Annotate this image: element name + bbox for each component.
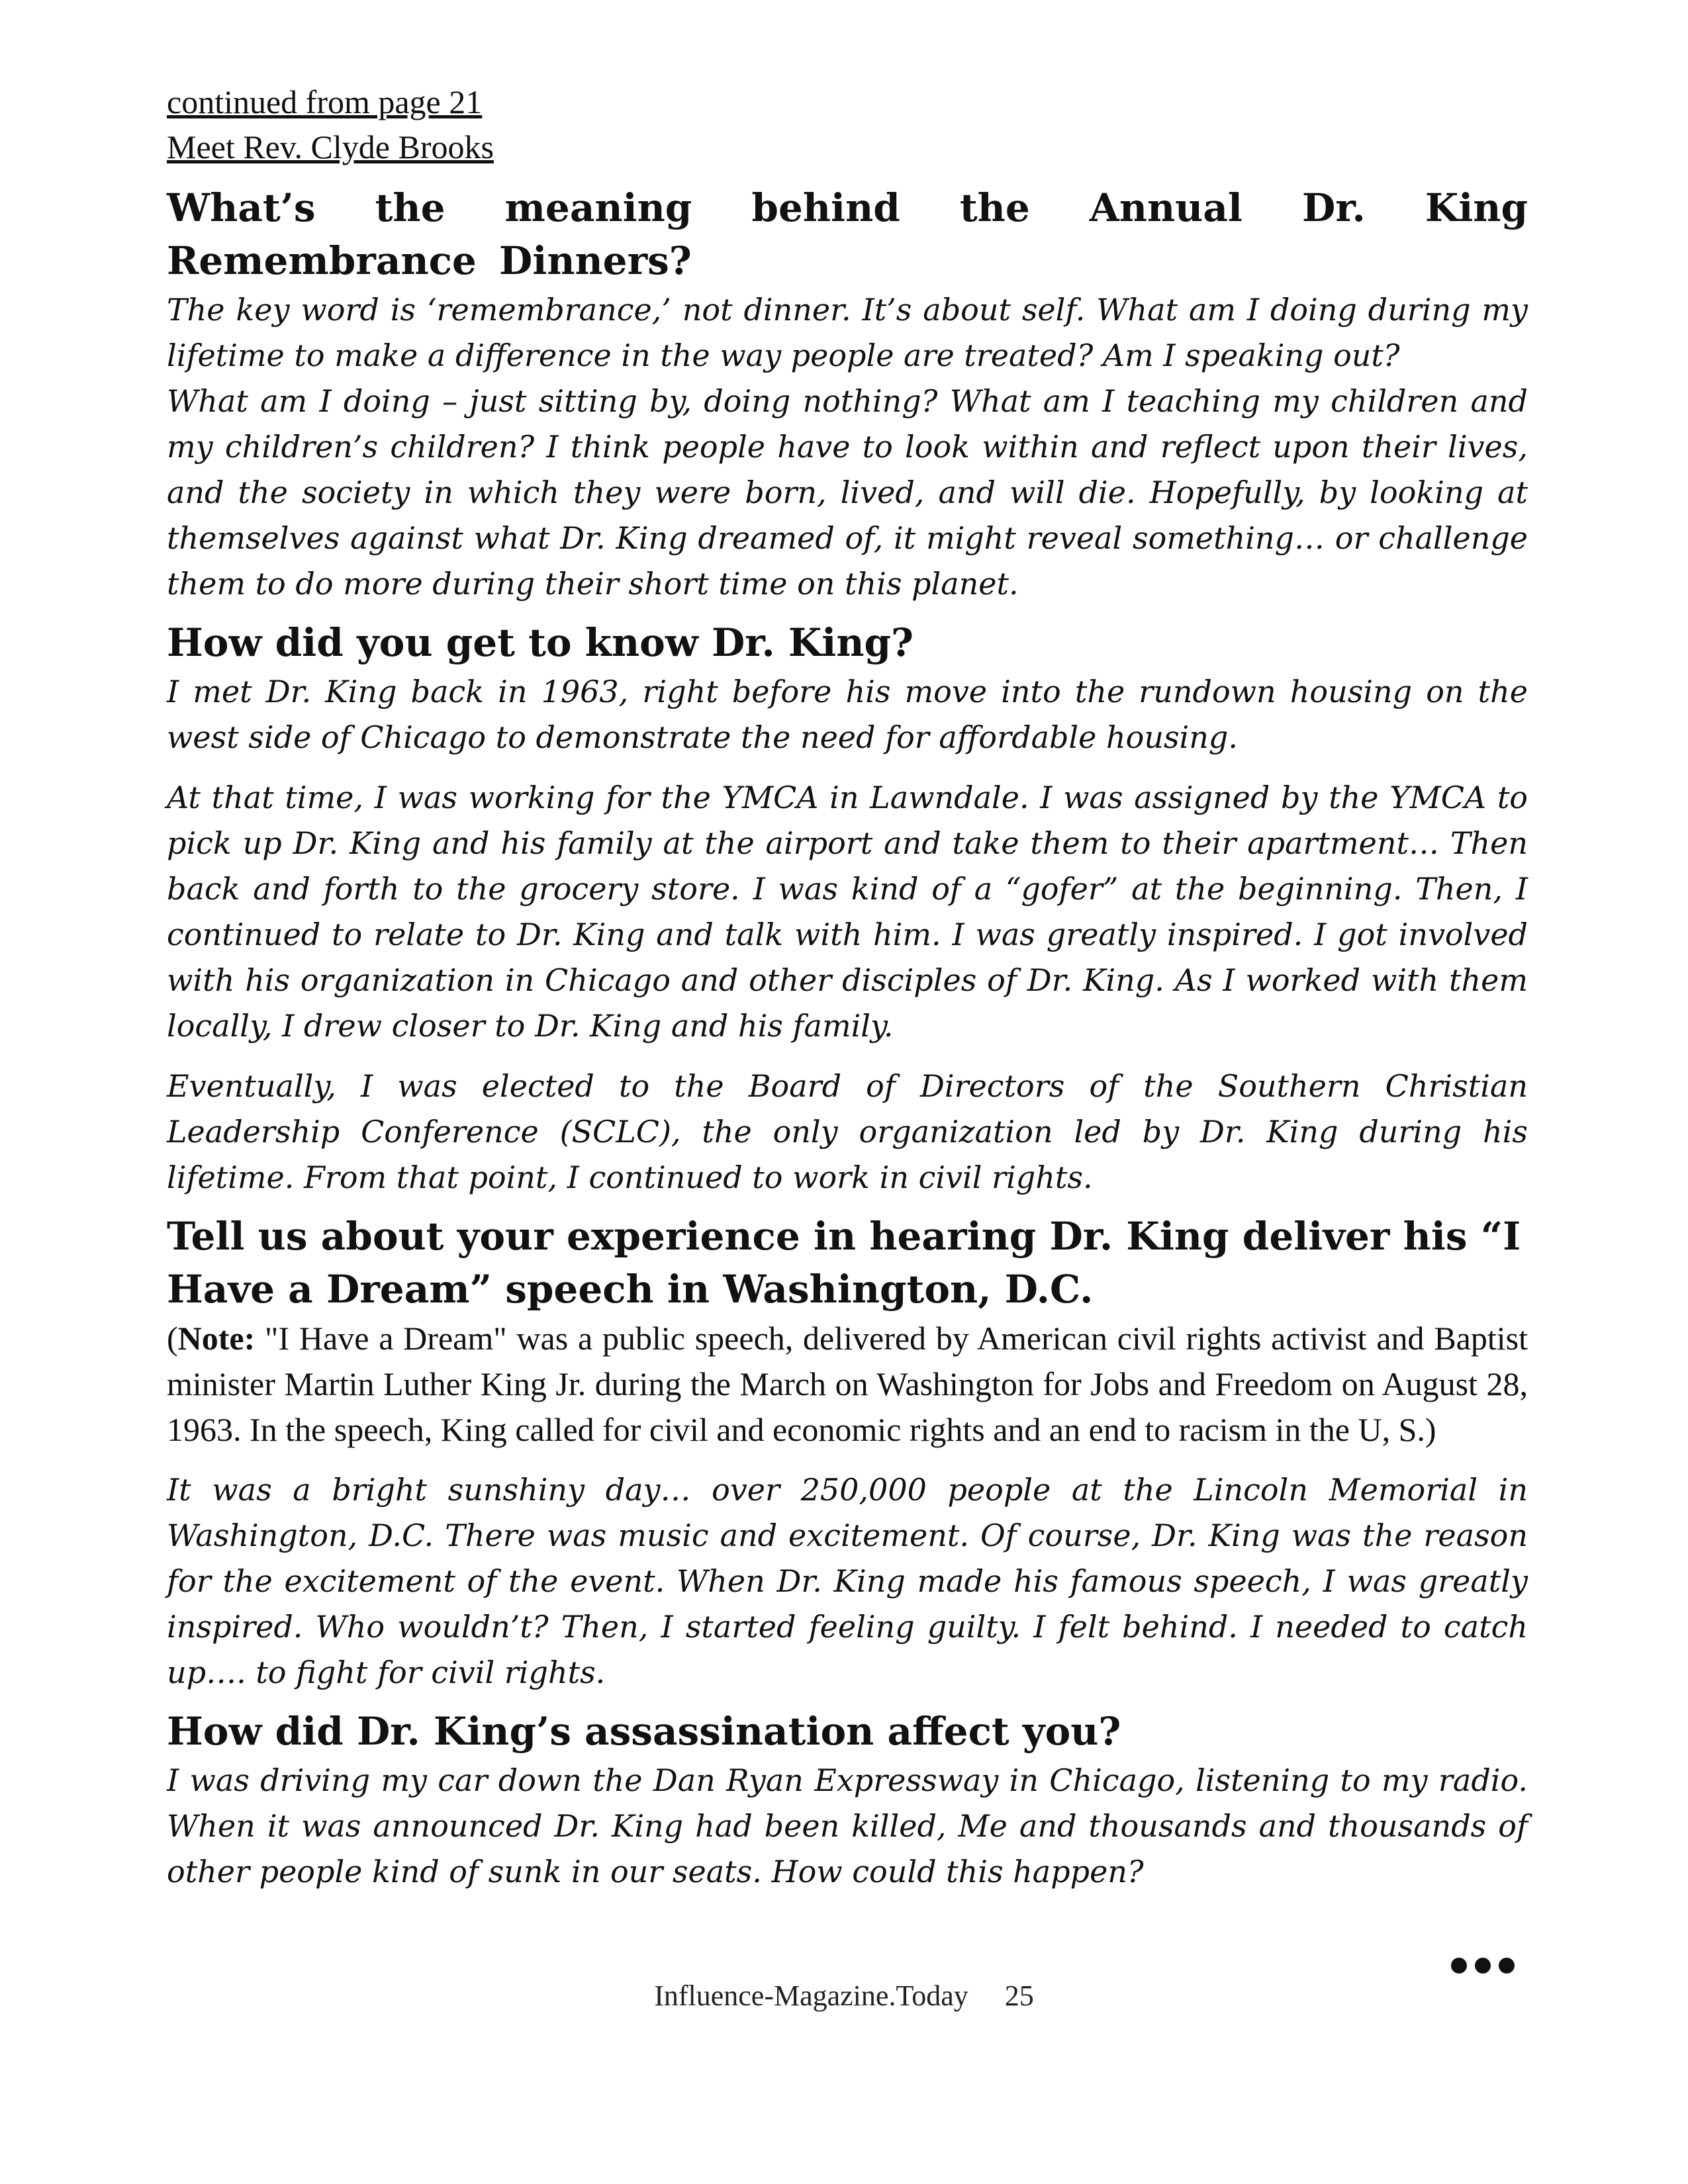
- dot: [1475, 1958, 1491, 1974]
- note-open-paren: (: [167, 1320, 178, 1357]
- page-footer: [0, 1979, 1688, 2013]
- dot: [1499, 1958, 1515, 1974]
- answer-paragraph: At that time, I was working for the YMCA in Lawndale. I was assigned by the YMCA to pick up Dr. King and his family at the airport and take them to their apartment… Then back and forth to the grocery store. I was kind of a “gofer” at the beginning. Then, I continued to relate to Dr. King and talk with him. I was greatly inspired. I got involved with his organization in Chicago and other disciples of Dr. King. As I worked with them locally, I drew closer to Dr. King and his family.: [167, 780, 1528, 1044]
- question-heading-2: How did you get to know Dr. King?: [167, 620, 914, 665]
- answer-paragraph: Eventually, I was elected to the Board of Directors of the Southern Christian Leadership Conference (SCLC), the only organization led by Dr. King during his lifetime. From that point, I continued to work in civil rights.: [167, 1068, 1528, 1195]
- article-page: [167, 79, 1528, 1895]
- editor-note: [167, 1316, 1528, 1453]
- answer-paragraph: I met Dr. King back in 1963, right before his move into the rundown housing on the west side of Chicago to demonstrate the need for affordable housing.: [167, 674, 1528, 755]
- question-heading-1: What’s the meaning behind the Annual Dr. King Remembrance Dinners?: [167, 185, 1528, 283]
- question-heading-4: How did Dr. King’s assassination affect you?: [167, 1709, 1121, 1754]
- note-text: "I Have a Dream" was a public speech, delivered by American civil rights activist and Baptist minister Martin Luther King Jr. during the March on Washington for Jobs and Freedom on August 28, 1963. In the speech, King called for civil and economic rights and an end to racism in the U, S.): [167, 1320, 1528, 1448]
- article-title-link[interactable]: Meet Rev. Clyde Brooks: [167, 128, 494, 165]
- question-heading-3: Tell us about your experience in hearing Dr. King deliver his “I Have a Dream” speech in Washington, D.C.: [167, 1214, 1521, 1312]
- dot: [1451, 1958, 1467, 1974]
- answer-paragraph: I was driving my car down the Dan Ryan Expressway in Chicago, listening to my radio. When it was announced Dr. King had been killed, Me and thousands and thousands of other people kind of sunk in our seats. How could this happen?: [167, 1762, 1528, 1889]
- answer-paragraph: It was a bright sunshiny day… over 250,000 people at the Lincoln Memorial in Washington, D.C. There was music and excitement. Of course, Dr. King was the reason for the excitement of the event. When Dr. King made his famous speech, I was greatly inspired. Who wouldn’t? Then, I started feeling guilty. I felt behind. I needed to catch up…. to fight for civil rights.: [167, 1472, 1528, 1690]
- note-label: Note:: [177, 1320, 256, 1357]
- footer-site-name: Influence-Magazine.Today: [654, 1979, 968, 2012]
- answer-paragraph: What am I doing – just sitting by, doing nothing? What am I teaching my children and my children’s children? I think people have to look within and reflect upon their lives, and the society in which they were born, lived, and will die. Hopefully, by looking at themselves against what Dr. King dreamed of, it might reveal something… or challenge them to do more during their short time on this planet.: [167, 383, 1528, 602]
- answer-paragraph: The key word is ‘remembrance,’ not dinner. It’s about self. What am I doing during my lifetime to make a difference in the way people are treated? Am I speaking out?: [167, 292, 1528, 373]
- continued-link[interactable]: continued from page 21: [167, 83, 483, 120]
- ellipsis-icon: [1451, 1958, 1515, 1974]
- footer-page-number: 25: [1004, 1979, 1034, 2012]
